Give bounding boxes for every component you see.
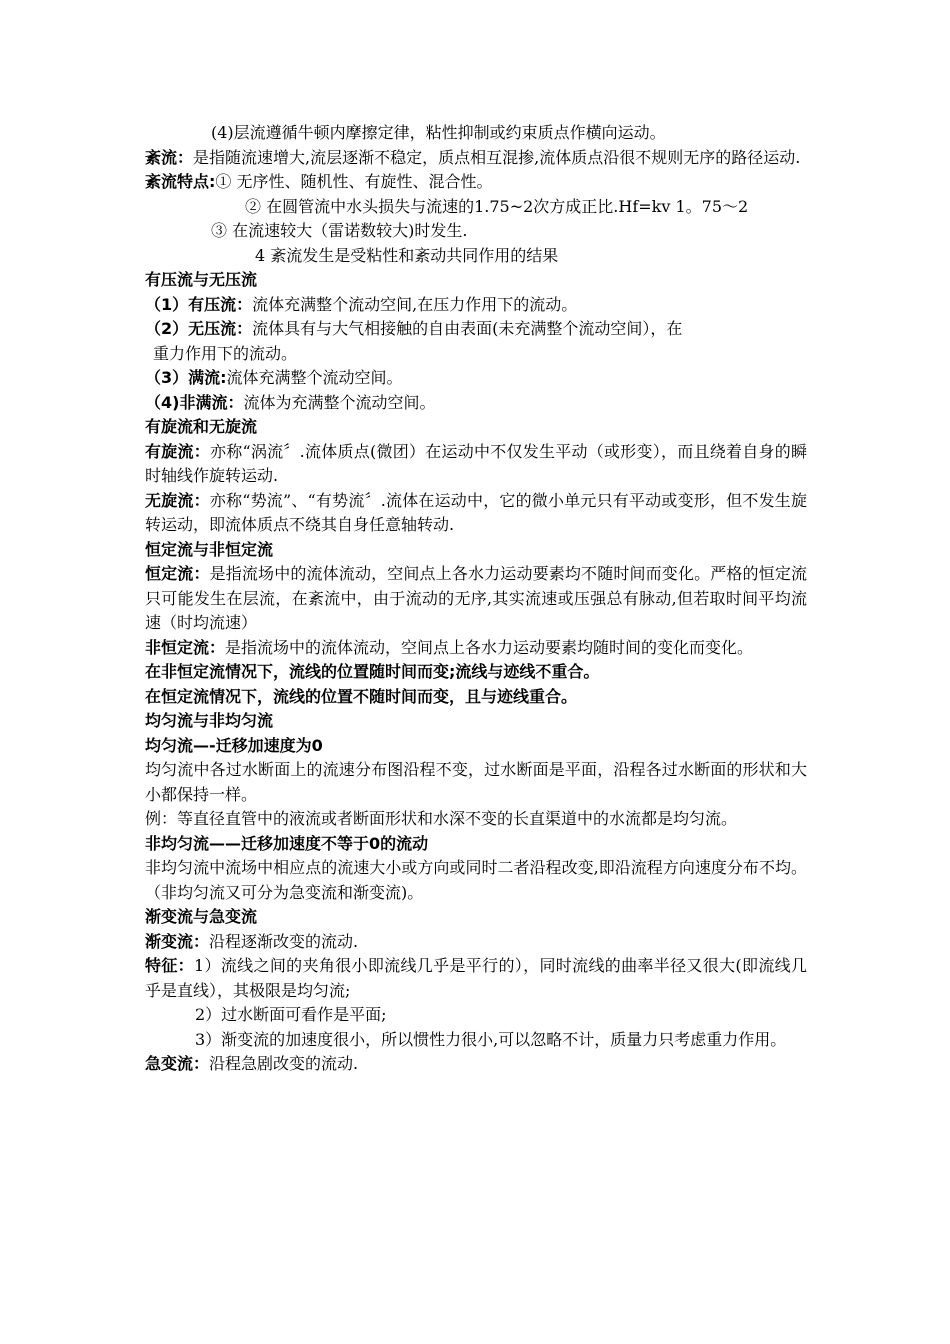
paragraph-feature-2 <box>145 195 807 220</box>
paragraph-unsteady-def <box>145 636 807 661</box>
text: 亦称“涡流〞.流体质点(微团）在运动中不仅发生平动（或形变），而且绕着自身的瞬时轴线作旋转运动. <box>145 441 807 485</box>
paragraph-rotational-def <box>145 440 807 489</box>
text: 沿程逐渐改变的流动. <box>209 931 359 951</box>
paragraph-free-surface-flow-cont <box>145 342 807 367</box>
section-heading: 有压流与无压流 <box>145 270 258 289</box>
paragraph-partial-flow <box>145 391 807 416</box>
paragraph-pressure-flow <box>145 293 807 318</box>
term-label: 有旋流： <box>145 441 210 461</box>
text: 是指流场中的流体流动，空间点上各水力运动要素均不随时间而变化。严格的恒定流只可能发生在层流，在紊流中，由于流动的无序,其实流速或压强总有脉动,但若取时间平均流速（时均流速） <box>145 564 807 632</box>
heading-rotational-flow <box>145 415 807 440</box>
text: 沿程急剧改变的流动. <box>209 1054 359 1073</box>
text: 重力作用下的流动。 <box>153 343 298 363</box>
text: ③ 在流速较大（雷诺数较大)时发生. <box>211 221 468 240</box>
text: ① 无序性、随机性、有旋性、混合性。 <box>215 172 493 191</box>
paragraph-free-surface-flow <box>145 317 807 342</box>
text: 3）渐变流的加速度很小，所以惯性力很小,可以忽略不计，质量力只考虑重力作用。 <box>195 1029 787 1049</box>
paragraph-steady-streamline <box>145 685 807 710</box>
text: 流体充满整个流动空间,在压力作用下的流动。 <box>252 294 578 314</box>
paragraph-turbulent-features <box>145 170 807 195</box>
term-label: （4)非满流： <box>145 392 244 412</box>
term-label: 急变流： <box>145 1054 210 1073</box>
paragraph-rapid-def <box>145 1052 807 1077</box>
heading-pressure-flow <box>145 268 807 293</box>
text: 1）流线之间的夹角很小即流线几乎是平行的），同时流线的曲率半径又很大(即流线几乎是直线），其极限是均匀流; <box>145 956 807 1000</box>
term-label: 紊流特点: <box>145 172 216 191</box>
term-label: 非恒定流： <box>145 637 226 657</box>
text: 例：等直径直管中的液流或者断面形状和水深不变的长直渠道中的水流都是均匀流。 <box>145 809 738 828</box>
heading-uniform-flow <box>145 709 807 734</box>
paragraph-gradual-def <box>145 930 807 955</box>
text: 非均匀流中流场中相应点的流速大小或方向或同时二者沿程改变,即沿流程方向速度分布不均。（非均匀流又可分为急变流和渐变流)。 <box>145 858 807 902</box>
paragraph-laminar-rule <box>145 121 807 146</box>
paragraph-full-flow <box>145 366 807 391</box>
document-body <box>145 121 807 1077</box>
emphasis-text: 在非恒定流情况下，流线的位置随时间而变;流线与迹线不重合。 <box>145 662 600 681</box>
heading-uniform-def <box>145 734 807 759</box>
text: 亦称“势流”、“有势流〞.流体在运动中，它的微小单元只有平动或变形，但不发生旋转运动，即流体质点不绕其自身任意轴转动. <box>145 490 807 534</box>
paragraph-uniform-example <box>145 807 807 832</box>
text: 是指流场中的流体流动，空间点上各水力运动要素均随时间的变化而变化。 <box>225 637 754 657</box>
paragraph-irrotational-def <box>145 489 807 538</box>
paragraph-gradual-features <box>145 954 807 1003</box>
heading-nonuniform-def <box>145 832 807 857</box>
heading-steady-flow <box>145 538 807 563</box>
term-label: 渐变流： <box>145 931 210 951</box>
term-label: （1）有压流： <box>145 294 253 314</box>
text: 流体充满整个流动空间。 <box>226 368 403 387</box>
paragraph-unsteady-streamline <box>145 660 807 685</box>
emphasis-text: 在恒定流情况下，流线的位置不随时间而变，且与迹线重合。 <box>145 686 578 706</box>
term-label: 特征： <box>145 956 194 975</box>
text: 是指随流速增大,流层逐渐不稳定，质点相互混掺,流体质点沿很不规则无序的路径运动. <box>193 147 801 167</box>
heading-gradual-rapid <box>145 905 807 930</box>
paragraph-gradual-feature-2 <box>145 1003 807 1028</box>
term-label: （2）无压流： <box>145 319 253 338</box>
paragraph-gradual-feature-3 <box>145 1028 807 1053</box>
term-label: 恒定流： <box>145 564 210 583</box>
text: 流体为充满整个流动空间。 <box>243 392 436 412</box>
text: 4 紊流发生是受粘性和紊动共同作用的结果 <box>255 245 559 265</box>
text: (4)层流遵循牛顿内摩擦定律，粘性抑制或约束质点作横向运动。 <box>211 123 666 142</box>
section-heading: 均匀流与非均匀流 <box>145 711 274 730</box>
term-label: （3）满流: <box>145 368 227 387</box>
paragraph-feature-4 <box>145 244 807 269</box>
section-subheading: 均匀流—-迁移加速度为0 <box>145 735 323 755</box>
text: 2）过水断面可看作是平面; <box>195 1005 387 1024</box>
paragraph-nonuniform-desc <box>145 856 807 905</box>
section-heading: 有旋流和无旋流 <box>145 417 258 436</box>
text: 流体具有与大气相接触的自由表面(未充满整个流动空间），在 <box>252 319 683 338</box>
paragraph-uniform-desc <box>145 758 807 807</box>
term-label: 紊流： <box>145 147 194 167</box>
section-subheading: 非均匀流——迁移加速度不等于0的流动 <box>145 833 429 853</box>
paragraph-feature-3 <box>145 219 807 244</box>
text: 均匀流中各过水断面上的流速分布图沿程不变，过水断面是平面，沿程各过水断面的形状和大小都保持一样。 <box>145 760 807 804</box>
section-heading: 渐变流与急变流 <box>145 907 258 926</box>
term-label: 无旋流： <box>145 490 210 510</box>
text: ② 在圆管流中水头损失与流速的1.75~2次方成正比.Hf=kv 1。75～2 <box>245 196 749 216</box>
paragraph-turbulent-def <box>145 146 807 171</box>
paragraph-steady-def <box>145 562 807 636</box>
section-heading: 恒定流与非恒定流 <box>145 539 274 559</box>
